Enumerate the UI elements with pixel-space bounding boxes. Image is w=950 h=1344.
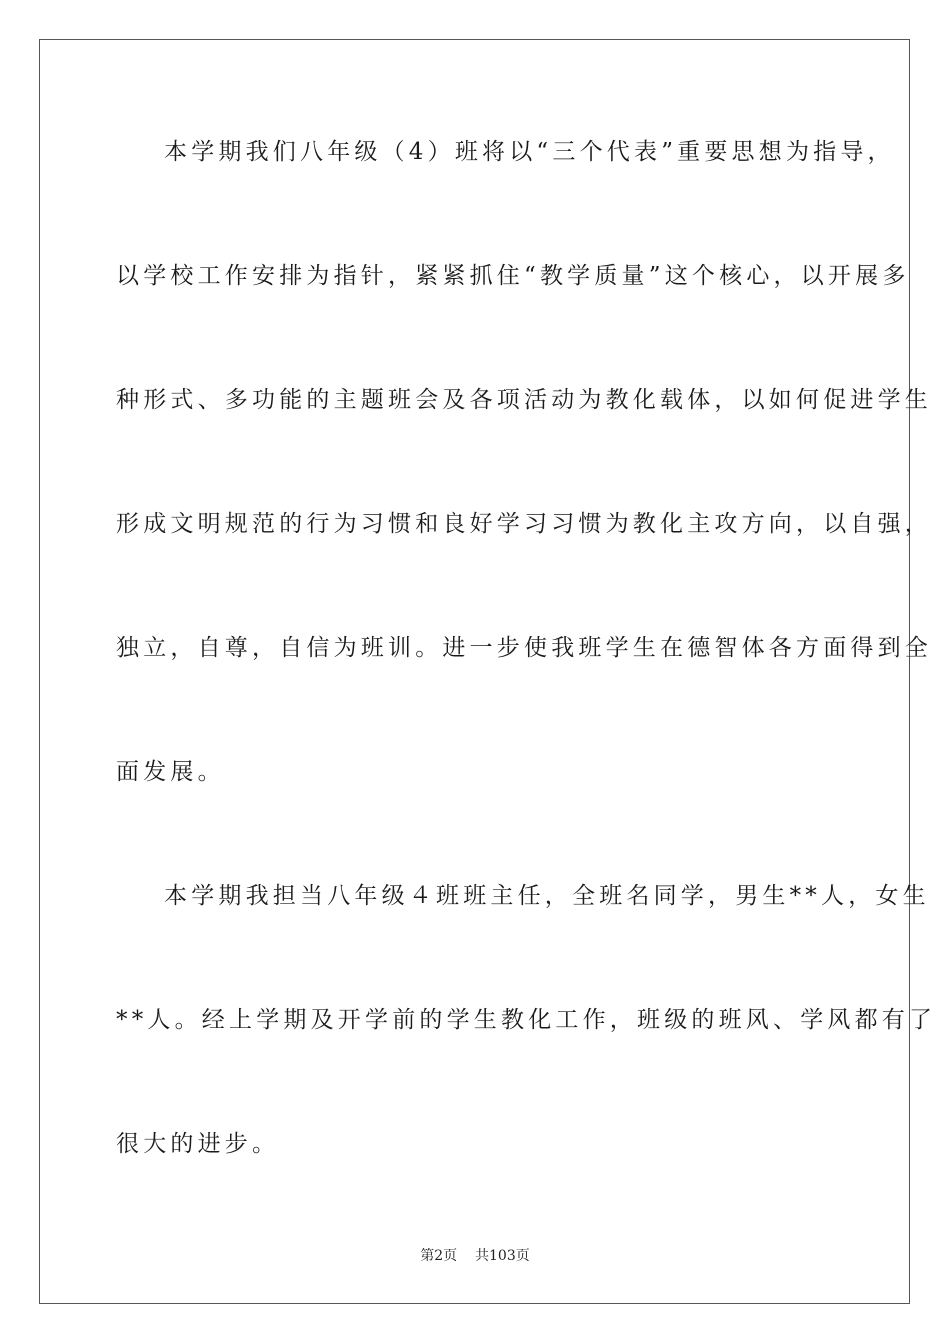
- text-line: 形成文明规范的行为习惯和良好学习习惯为教化主攻方向，以自强，: [116, 511, 932, 537]
- text-line: 本学期我们八年级（4）班将以“三个代表”重要思想为指导，: [164, 139, 895, 165]
- text-line: 面发展。: [116, 759, 225, 785]
- text-line: 以学校工作安排为指针，紧紧抓住“教学质量”这个核心，以开展多: [116, 263, 910, 289]
- text-line: 本学期我担当八年级４班班主任，全班名同学，男生**人，女生: [164, 883, 930, 909]
- page-total: 共103页: [475, 1248, 530, 1264]
- text-line: 很大的进步。: [116, 1131, 280, 1157]
- text-line: **人。经上学期及开学前的学生教化工作，班级的班风、学风都有了: [116, 1007, 937, 1033]
- page-footer: [0, 1247, 950, 1265]
- page-number: 第2页: [420, 1248, 458, 1264]
- text-line: 独立，自尊，自信为班训。进一步使我班学生在德智体各方面得到全: [116, 635, 932, 661]
- page-frame: [39, 39, 937, 1304]
- text-line: 种形式、多功能的主题班会及各项活动为教化载体，以如何促进学生: [116, 387, 932, 413]
